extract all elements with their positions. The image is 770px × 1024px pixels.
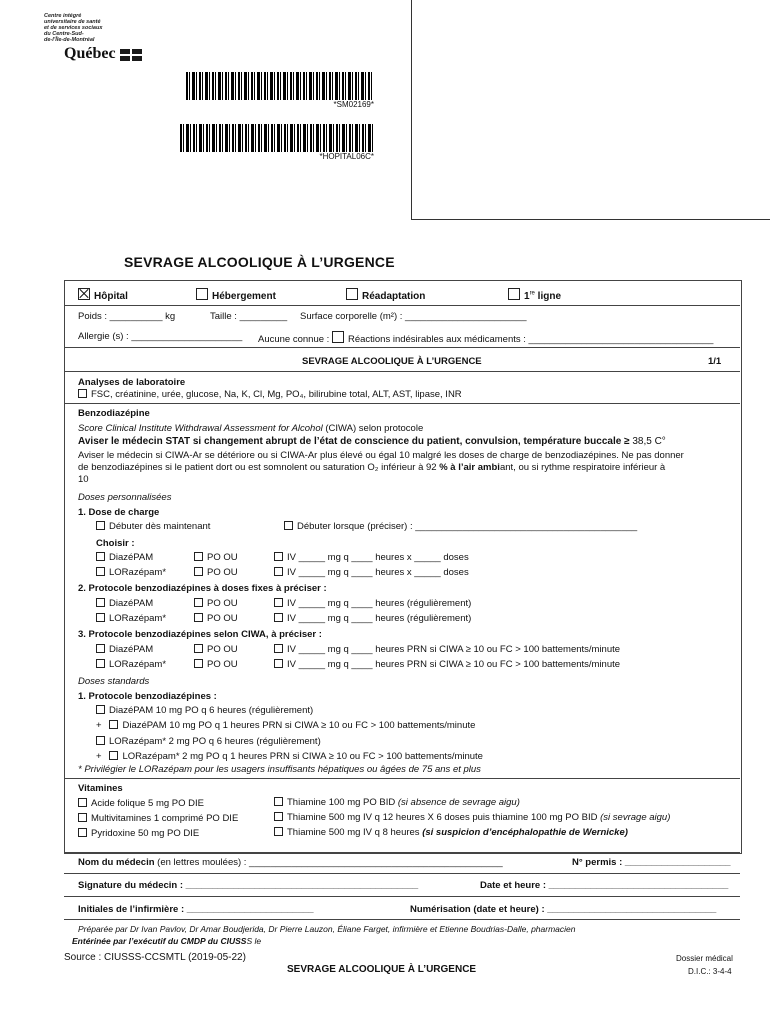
premiere-ligne-checkbox[interactable] [508,288,520,300]
pyridoxine-checkbox[interactable] [78,828,87,837]
setting-hebergement[interactable] [196,288,276,302]
setting-premiere-ligne[interactable] [508,288,561,302]
iv-label: IV _____ mg q ____ heures (régulièrement) [287,613,472,624]
aucune-connue[interactable] [258,331,713,345]
thiamine1-checkbox[interactable] [274,797,283,806]
charge-diazepam-po[interactable] [194,552,238,563]
score-line [78,423,423,434]
allergie-field[interactable]: Allergie (s) : _____________________ [78,331,243,342]
std-option-4[interactable] [96,751,483,762]
iv-label: IV _____ mg q ____ heures PRN si CIWA ≥ 10 ou FC > 100 battements/minute [287,659,621,670]
debuter-maintenant[interactable] [96,521,210,532]
po-label: PO OU [207,659,238,670]
lorazepam-checkbox[interactable] [96,567,105,576]
thiamine3-note: (si suspicion d’encéphalopathie de Wernicke) [422,827,628,838]
fixe-diazepam-iv[interactable] [274,598,471,609]
doses-standards-heading: Doses standards [78,676,150,687]
po-label: PO OU [207,644,238,655]
doses-personnalisees-heading: Doses personnalisées [78,492,172,503]
page-number: 1/1 [708,356,722,367]
thiamine3-label: Thiamine 500 mg IV q 8 heures [287,827,423,838]
folic-checkbox[interactable] [78,798,87,807]
std3-checkbox[interactable] [96,736,105,745]
debuter-maintenant-label: Débuter dès maintenant [109,521,211,532]
divider [64,305,740,306]
po-checkbox[interactable] [194,552,203,561]
setting-readaptation[interactable] [346,288,425,302]
aviser2b: % à l’air ambi [439,462,500,473]
po-checkbox[interactable] [194,598,203,607]
vitamin-thiamine-1[interactable] [274,797,520,808]
prepared-by: Préparée par Dr Ivan Pavlov, Dr Amar Boudjerida, Dr Pierre Lauzon, Éliane Farget, infirmière et Etienne Boudrias-Dalle, pharmacien [78,924,576,934]
choisir-label: Choisir : [96,538,135,549]
proto-std-heading: 1. Protocole benzodiazépines : [78,691,217,702]
section-title: SEVRAGE ALCOOLIQUE À L’URGENCE [302,356,482,367]
labs-item[interactable] [78,389,462,400]
divider [64,403,740,404]
std1-label: DiazéPAM 10 mg PO q 6 heures (régulièrement) [109,705,314,716]
labs-checkbox[interactable] [78,389,87,398]
patient-identification-box [411,0,770,220]
org-line: de-l’Île-de-Montréal [44,37,95,43]
vitamin-thiamine-2[interactable] [274,812,670,823]
divider [64,852,740,853]
setting-hopital[interactable] [78,288,128,302]
fixe-lorazepam-iv[interactable] [274,613,471,624]
vitamin-multi[interactable] [78,813,238,824]
numerisation-field[interactable]: Numérisation (date et heure) : ________________________________ [410,904,717,915]
diazepam-checkbox[interactable] [96,644,105,653]
labs-label: FSC, créatinine, urée, glucose, Na, K, Cl, Mg, PO₄, bilirubine total, ALT, AST, lipase, INR [91,389,462,400]
aucune-checkbox[interactable] [332,331,344,343]
entered-by [72,936,261,946]
debuter-lorsque[interactable] [284,521,637,532]
iv-checkbox[interactable] [274,598,283,607]
source-line: Source : CIUSSS-CCSMTL (2019-05-22) [64,952,246,963]
lorazepam-label: LORazépam* [109,567,167,578]
std4-label: LORazépam* 2 mg PO q 1 heures PRN si CIWA ≥ 10 ou FC > 100 battements/minute [122,751,483,762]
hopital-checkbox[interactable] [78,288,90,300]
aviser2a: de benzodiazépines si le patient dort ou est somnolent ou saturation O₂ inférieur à 92 [78,462,440,473]
folic-label: Acide folique 5 mg PO DIE [91,798,204,809]
thiamine2-label: Thiamine 500 mg IV q 12 heures X 6 doses puis thiamine 100 mg PO BID [287,812,601,823]
entered-bold: Entérinée par l’exécutif du CMDP du CIUSS [72,936,247,946]
plus-sign: + [96,720,102,731]
fixe-diazepam-po[interactable] [194,598,238,609]
debuter-lorsque-checkbox[interactable] [284,521,293,530]
nom-rest: (en lettres moulées) : ________________________________________________ [154,857,503,868]
divider [64,873,740,874]
ciwa-diazepam-po[interactable] [194,644,238,655]
organization-logo [44,13,142,63]
multi-label: Multivitamines 1 comprimé PO DIE [91,813,239,824]
permis-field[interactable]: N° permis : ____________________ [572,857,731,868]
readaptation-checkbox[interactable] [346,288,358,300]
vitamin-thiamine-3[interactable] [274,827,628,838]
vitamin-folic[interactable] [78,798,204,809]
dic-code: D.I.C.: 3-4-4 [688,967,732,976]
std3-label: LORazépam* 2 mg PO q 6 heures (régulièrement) [109,736,321,747]
aviser-line-3: 10 [78,474,89,485]
lorazepam-checkbox[interactable] [96,659,105,668]
labs-heading: Analyses de laboratoire [78,377,186,388]
diazepam-checkbox[interactable] [96,598,105,607]
premiere-ligne-number: 1 [524,291,530,302]
quebec-wordmark: Québec [64,45,116,62]
aviser2c: ant, ou si rythme respiratoire inférieur à [499,462,666,473]
stat-bold: Aviser le médecin STAT si changement abrupt de l’état de conscience du patient, convulsion, température buccale ≥ [78,436,630,447]
std2-checkbox[interactable] [109,720,118,729]
po-checkbox[interactable] [194,659,203,668]
lorazepam-label: LORazépam* [109,613,167,624]
vitamin-pyridoxine[interactable] [78,828,199,839]
thiamine2-checkbox[interactable] [274,812,283,821]
diazepam-label: DiazéPAM [109,598,154,609]
date-heure-field[interactable]: Date et heure : __________________________________ [480,880,729,891]
po-checkbox[interactable] [194,567,203,576]
taille-field[interactable]: Taille : _________ [210,311,288,322]
plus-sign: + [96,751,102,762]
org-line: du Centre-Sud- [44,31,84,37]
proto3-heading: 3. Protocole benzodiazépines selon CIWA, à préciser : [78,629,322,640]
divider [64,896,740,897]
aviser-line-1: Aviser le médecin si CIWA-Ar se détériore ou si CIWA-Ar plus élevé ou égal 10 malgré les doses de charge de benzodiazépines. Ne pas donner [78,450,684,461]
thiamine2-note: (si sevrage aigu) [600,812,671,823]
score-italic: Score Clinical Institute Withdrawal Assessment for Alcohol [78,423,323,434]
lorazepam-note: * Privilégier le LORazépam pour les usagers insuffisants hépatiques ou âgées de 75 ans et plus [78,764,481,775]
aucune-label: Aucune connue : [258,334,330,345]
charge-diazepam-iv[interactable] [274,552,469,563]
thiamine1-note: (si absence de sevrage aigu) [397,797,520,808]
divider [64,347,740,348]
org-line: Centre intégré [44,13,82,19]
thiamine3-checkbox[interactable] [274,827,283,836]
lorazepam-checkbox[interactable] [96,613,105,622]
iv-label: IV _____ mg q ____ heures x _____ doses [287,552,469,563]
std-option-2[interactable] [96,720,475,731]
readaptation-label: Réadaptation [362,291,426,302]
nom-medecin-field[interactable] [78,857,503,868]
iv-checkbox[interactable] [274,644,283,653]
dossier-medical: Dossier médical [676,954,733,963]
hebergement-label: Hébergement [212,291,276,302]
barcode-2-label: *HOPITAL06C* [319,152,374,161]
iv-checkbox[interactable] [274,552,283,561]
iv-checkbox[interactable] [274,613,283,622]
reactions-field[interactable]: Réactions indésirables aux médicaments : ___________________________________ [347,334,714,345]
lorazepam-label: LORazépam* [109,659,167,670]
vitamins-heading: Vitamines [78,783,123,794]
fixe-diazepam[interactable] [96,598,153,609]
iv-label: IV _____ mg q ____ heures (régulièrement) [287,598,472,609]
debuter-maintenant-checkbox[interactable] [96,521,105,530]
std1-checkbox[interactable] [96,705,105,714]
barcode-2 [180,124,374,161]
charge-lorazepam-iv[interactable] [274,567,469,578]
benzo-heading: Benzodiazépine [78,408,150,419]
aviser-line-2 [78,462,665,473]
std-option-1[interactable] [96,705,313,716]
po-checkbox[interactable] [194,644,203,653]
barcode-1-label: *SM02169* [333,100,374,109]
divider [64,371,740,372]
surface-field[interactable]: Surface corporelle (m²) : _______________________ [300,311,527,322]
hopital-label: Hôpital [94,291,128,302]
std4-checkbox[interactable] [109,751,118,760]
diazepam-label: DiazéPAM [109,644,154,655]
pyridoxine-label: Pyridoxine 50 mg PO DIE [91,828,200,839]
iv-label: IV _____ mg q ____ heures PRN si CIWA ≥ 10 ou FC > 100 battements/minute [287,644,621,655]
iv-checkbox[interactable] [274,567,283,576]
page-title: SEVRAGE ALCOOLIQUE À L’URGENCE [124,254,395,270]
org-line: universitaire de santé [44,19,101,25]
poids-field[interactable]: Poids : __________ kg [78,311,176,322]
stat-warning [78,436,666,447]
std2-label: DiazéPAM 10 mg PO q 1 heures PRN si CIWA ≥ 10 ou FC > 100 battements/minute [122,720,476,731]
po-label: PO OU [207,613,238,624]
fixe-lorazepam-po[interactable] [194,613,238,624]
diazepam-label: DiazéPAM [109,552,154,563]
std-option-3[interactable] [96,736,321,747]
iv-label: IV _____ mg q ____ heures x _____ doses [287,567,469,578]
divider [64,919,740,920]
quebec-flag-icon [120,49,142,61]
debuter-lorsque-label: Débuter lorsque (préciser) : __________________________________________ [297,521,638,532]
nom-label: Nom du médecin [78,857,155,868]
score-rest: (CIWA) selon protocole [322,423,424,434]
initiales-infirmiere-field[interactable]: Initiales de l’infirmière : ________________________ [78,904,314,915]
premiere-ligne-sup: re [529,290,535,297]
barcode-1 [186,72,374,109]
po-checkbox[interactable] [194,613,203,622]
diazepam-checkbox[interactable] [96,552,105,561]
multi-checkbox[interactable] [78,813,87,822]
ciwa-lorazepam[interactable] [96,659,166,670]
ciwa-diazepam-iv[interactable] [274,644,620,655]
po-label: PO OU [207,552,238,563]
signature-medecin-field[interactable]: Signature du médecin : ____________________________________________ [78,880,419,891]
ciwa-lorazepam-po[interactable] [194,659,238,670]
bottom-title: SEVRAGE ALCOOLIQUE À L’URGENCE [287,964,477,975]
barcode-bars [186,72,374,100]
barcode-bars [180,124,374,152]
dose-charge-heading: 1. Dose de charge [78,507,160,518]
entered-end: S le [246,936,262,946]
proto2-heading: 2. Protocole benzodiazépines à doses fixes à préciser : [78,583,327,594]
charge-diazepam[interactable] [96,552,153,563]
thiamine1-label: Thiamine 100 mg PO BID [287,797,398,808]
ciwa-lorazepam-iv[interactable] [274,659,620,670]
po-label: PO OU [207,598,238,609]
premiere-ligne-label: ligne [534,291,562,302]
divider [64,778,740,779]
org-line: et de services sociaux [44,25,103,31]
charge-lorazepam[interactable] [96,567,166,578]
hebergement-checkbox[interactable] [196,288,208,300]
iv-checkbox[interactable] [274,659,283,668]
charge-lorazepam-po[interactable] [194,567,238,578]
stat-end: 38,5 C° [629,436,666,447]
ciwa-diazepam[interactable] [96,644,153,655]
po-label: PO OU [207,567,238,578]
fixe-lorazepam[interactable] [96,613,166,624]
